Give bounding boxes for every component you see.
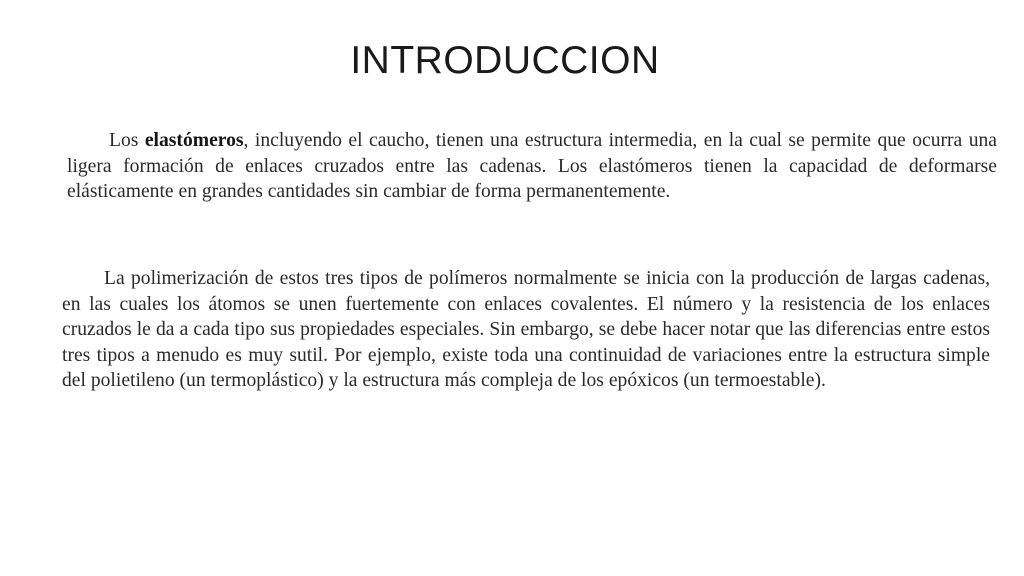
paragraph-lead-text: Los [109, 130, 145, 151]
paragraph-body-text: , incluyendo el caucho, tienen una estructura intermedia, en la cual se permite que ocurra una ligera formación de enlaces cruzados entre las cadenas. Los elastómeros tienen la capacidad de deformarse elásticamente en grandes cantidades sin cambiar de forma permanentemente. [67, 130, 997, 203]
slide-title: INTRODUCCION [350, 39, 660, 82]
scanned-paragraph-polymerization: La polimerización de estos tres tipos de polímeros normalmente se inicia con la producción de largas cadenas, en las cuales los átomos se unen fuertemente con enlaces covalentes. El número y la resistencia de los enlaces cruzados le da a cada tipo sus propiedades especiales. Sin embargo, se debe hacer notar que las diferencias entre estos tres tipos a menudo es muy sutil. Por ejemplo, existe toda una continuidad de variaciones entre la estructura simple del polietileno (un termoplástico) y la estructura más compleja de los epóxicos (un termoestable). [62, 268, 990, 392]
bold-term-elastomeros: elastómeros [144, 130, 244, 151]
scanned-paragraph-elastomers [67, 128, 997, 205]
